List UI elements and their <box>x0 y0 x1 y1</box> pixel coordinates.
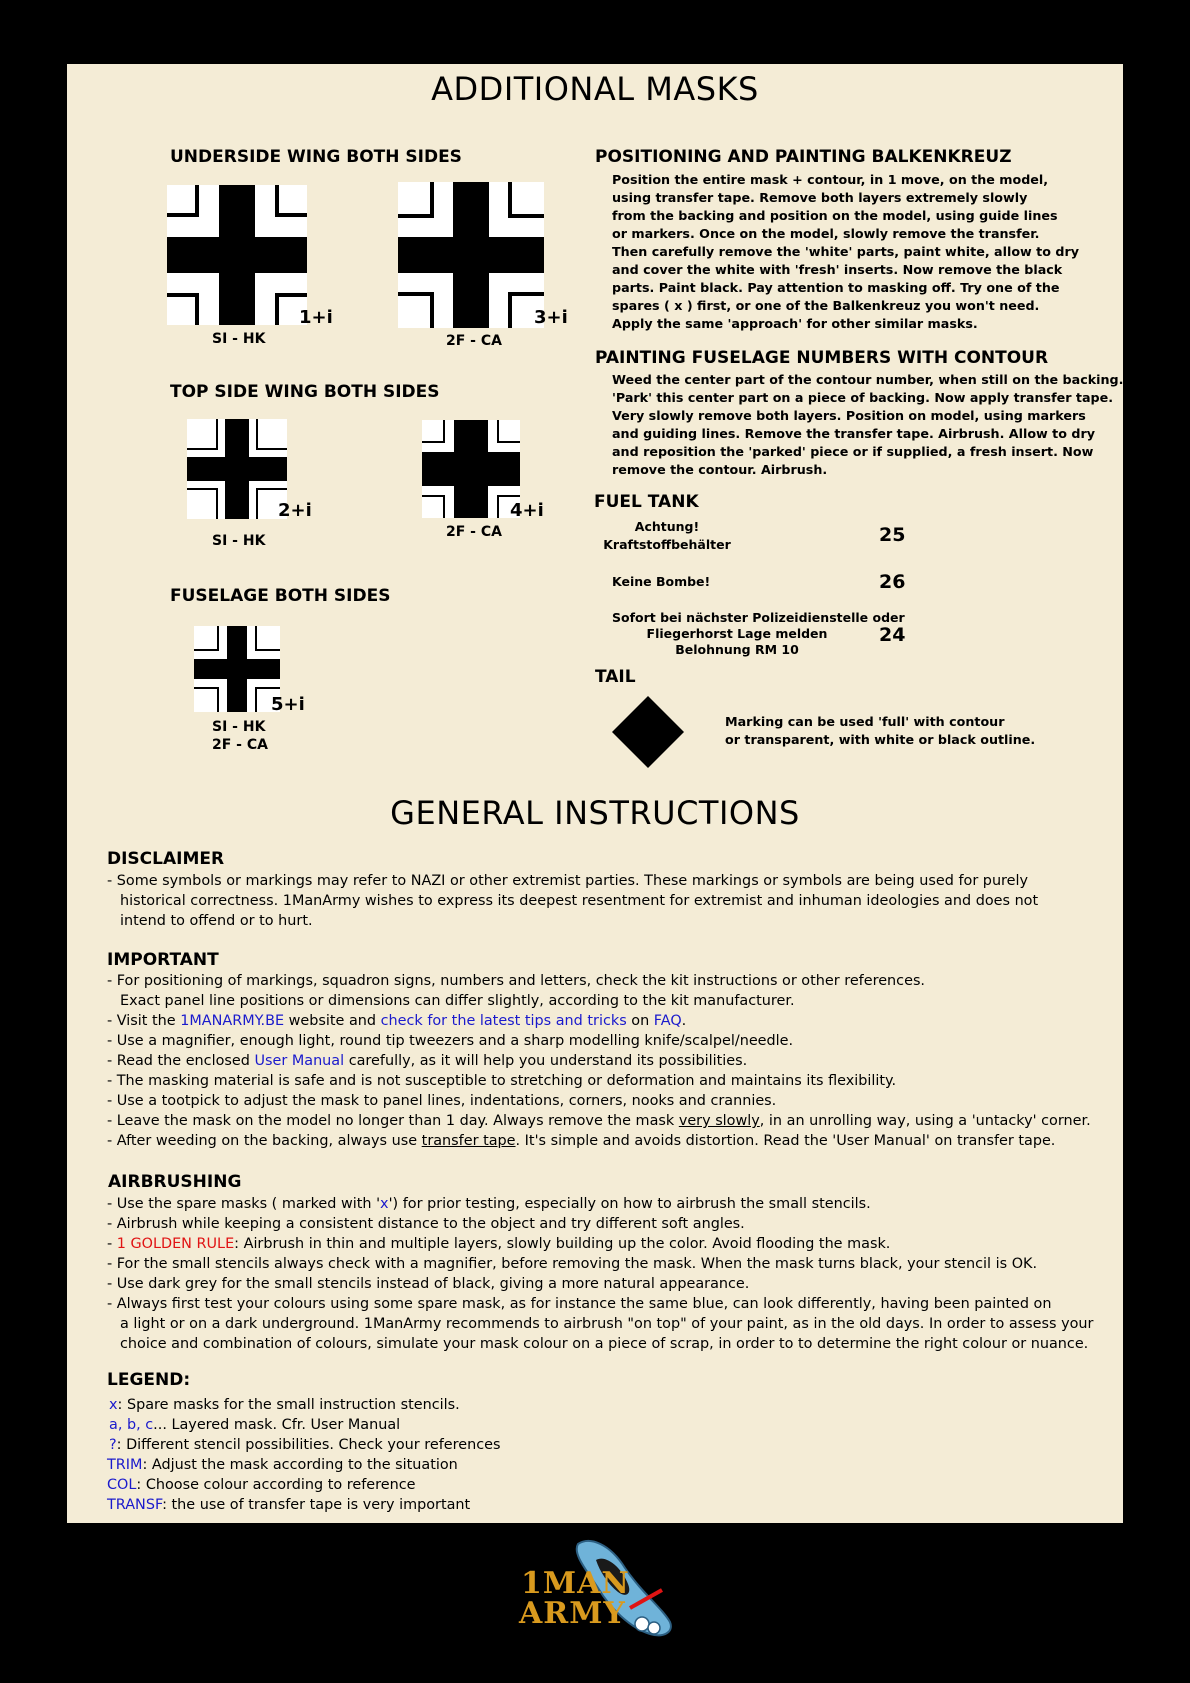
legend-item: COL: Choose colour according to reference <box>107 1477 416 1493</box>
positioning-text: Position the entire mask + contour, in 1 move, on the model, using transfer tape. Remove both layers extremely slowly from the backing and position on the model, using guide lines or markers. Once on the model, slowly remove the transfer. Then carefully remove the 'white' parts, paint white, allow to dry and cover the white with 'fresh' inserts. Now remove the black parts. Paint black. Pay attention to masking off. Try one of the spares ( x ) first, or one of the Balkenkreuz you won't need. Apply the same 'approach' for other similar masks. <box>612 172 1079 331</box>
website-link[interactable]: 1MANARMY.BE <box>180 1013 285 1029</box>
balkenkreuz-underside-right-icon <box>398 182 544 328</box>
logo-text-line1: 1MAN <box>521 1566 630 1601</box>
positioning-heading: POSITIONING AND PAINTING BALKENKREUZ <box>595 147 1012 167</box>
additional-masks-title: ADDITIONAL MASKS <box>431 70 759 108</box>
fuselage-code: 5+i <box>271 694 305 715</box>
fuel-item-2-number: 26 <box>879 571 906 593</box>
logo <box>515 1538 675 1638</box>
topside-right-code: 4+i <box>510 500 544 521</box>
disclaimer-heading: DISCLAIMER <box>107 849 225 869</box>
faq-link[interactable]: FAQ <box>653 1013 682 1029</box>
balkenkreuz-underside-left-icon <box>167 185 307 325</box>
balkenkreuz-fuselage-icon <box>194 626 280 712</box>
fuel-item-3: Sofort bei nächster Polizeidienstelle oder Fliegerhorst Lage melden Belohnung RM 10 <box>612 610 905 657</box>
fuel-item-1: Achtung! Kraftstoffbehälter <box>603 519 731 552</box>
user-manual-link[interactable]: User Manual <box>254 1053 345 1069</box>
fuselage-numbers-heading: PAINTING FUSELAGE NUMBERS WITH CONTOUR <box>595 348 1049 368</box>
fuselage-caption-1: SI - HK <box>212 719 266 735</box>
underside-right-code: 3+i <box>534 307 568 328</box>
fuselage-caption-2: 2F - CA <box>212 737 268 753</box>
legend-item: TRIM: Adjust the mask according to the situation <box>107 1457 458 1473</box>
legend-item: a, b, c... Layered mask. Cfr. User Manual <box>109 1417 401 1433</box>
airbrushing-heading: AIRBRUSHING <box>108 1172 242 1192</box>
tail-diamond-icon <box>612 696 684 768</box>
fuselage-numbers-text: Weed the center part of the contour number, when still on the backing. 'Park' this center part on a piece of backing. Now apply transfer tape. Very slowly remove both layers. Position on model, using markers and guiding lines. Remove the transfer tape. Airbrush. Allow to dry and reposition the 'parked' piece or if supplied, a fresh insert. Now remove the contour. Airbrush. <box>612 372 1124 477</box>
golden-rule: 1 GOLDEN RULE <box>116 1236 235 1252</box>
legend-item: ?: Different stencil possibilities. Check your references <box>109 1437 501 1453</box>
legend-heading: LEGEND: <box>107 1370 191 1390</box>
underside-left-code: 1+i <box>299 307 333 328</box>
topside-left-code: 2+i <box>278 500 312 521</box>
important-heading: IMPORTANT <box>107 950 219 970</box>
tail-heading: TAIL <box>595 667 636 687</box>
tips-link[interactable]: check for the latest tips and tricks <box>380 1013 627 1029</box>
fuel-tank-heading: FUEL TANK <box>594 492 699 512</box>
topside-wing-heading: TOP SIDE WING BOTH SIDES <box>170 382 440 402</box>
fuel-item-3-number: 24 <box>879 624 906 646</box>
balkenkreuz-topside-left-icon <box>187 419 287 519</box>
legend-list <box>109 1395 501 1515</box>
tail-text: Marking can be used 'full' with contour or transparent, with white or black outline. <box>725 714 1036 747</box>
logo-text-line2: ARMY <box>519 1596 626 1631</box>
legend-item: TRANSF: the use of transfer tape is very important <box>107 1497 471 1513</box>
fuselage-heading: FUSELAGE BOTH SIDES <box>170 586 391 606</box>
underside-left-caption: SI - HK <box>212 331 266 347</box>
fuel-item-1-number: 25 <box>879 524 906 546</box>
airbrushing-list: - Use the spare masks ( marked with 'x') for prior testing, especially on how to airbrush the small stencils. - Airbrush while keeping a consistent distance to the object and try different soft angles. - 1 GOLDEN RULE: Airbrush in thin and multiple layers, slowly building up the color. Avoid flooding the mask. - For the small stencils always check with a magnifier, before removing the mask. When the mask turns black, your stencil is OK. - Use dark grey for the small stencils instead of black, giving a more natural appearance. - Always first test your colours using some spare mask, as for instance the same blue, can look differently, having been painted on a light or on a dark underground. 1ManArmy recommends to airbrush "on top" of your paint, as in the old days. In order to assess your choice and combination of colours, simulate your mask colour on a piece of scrap, in order to to determine the right colour or nuance. <box>107 1196 1094 1352</box>
legend-item: x: Spare masks for the small instruction stencils. <box>109 1397 460 1413</box>
topside-left-caption: SI - HK <box>212 533 266 549</box>
general-instructions-title: GENERAL INSTRUCTIONS <box>390 794 800 832</box>
balkenkreuz-topside-right-icon <box>422 420 520 518</box>
important-list: - For positioning of markings, squadron signs, numbers and letters, check the kit instructions or other references. Exact panel line positions or dimensions can differ slightly, according to the kit manufacturer. - Visit the 1MANARMY.BE website and check for the latest tips and tricks on FAQ. - Use a magnifier, enough light, round tip tweezers and a sharp modelling knife/scalpel/needle. - Read the enclosed User Manual carefully, as it will help you understand its possibilities. - The masking material is safe and is not susceptible to stretching or deformation and maintains its flexibility. - Use a tootpick to adjust the mask to panel lines, indentations, corners, nooks and crannies. - Leave the mask on the model no longer than 1 day. Always remove the mask very slowly, in an unrolling way, using a 'untacky' corner. - After weeding on the backing, always use transfer tape. It's simple and avoids distortion. Read the 'User Manual' on transfer tape. <box>107 973 1091 1149</box>
instruction-sheet <box>67 64 1123 1523</box>
disclaimer-text: - Some symbols or markings may refer to NAZI or other extremist parties. These markings or symbols are being used for purely historical correctness. 1ManArmy wishes to express its deepest resentment for extremist and inhuman ideologies and does not intend to offend or to hurt. <box>107 873 1039 929</box>
underside-wing-heading: UNDERSIDE WING BOTH SIDES <box>170 147 462 167</box>
underside-right-caption: 2F - CA <box>446 333 502 349</box>
topside-right-caption: 2F - CA <box>446 524 502 540</box>
fuel-item-2: Keine Bombe! <box>612 574 711 589</box>
